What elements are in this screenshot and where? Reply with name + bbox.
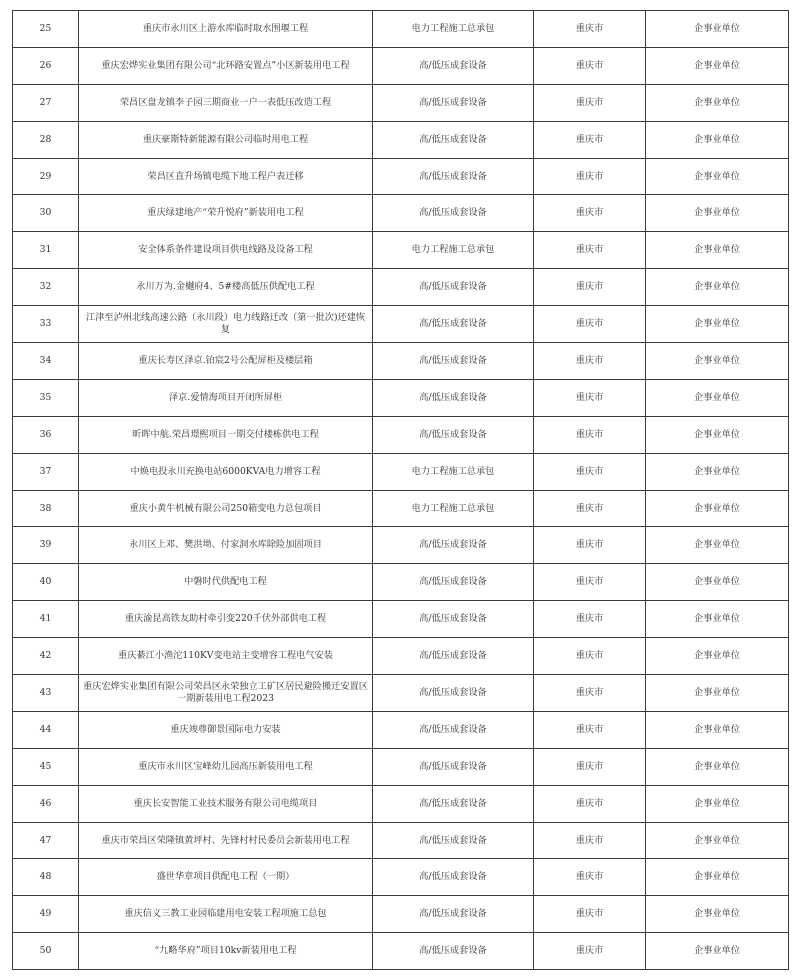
row-number: 37 xyxy=(13,453,79,490)
project-category: 高/低压成套设备 xyxy=(373,859,534,896)
project-region: 重庆市 xyxy=(534,933,646,970)
table-row xyxy=(13,232,789,269)
project-name: 泽京.爱情海项目开闭所屏柜 xyxy=(79,379,373,416)
table-row xyxy=(13,638,789,675)
row-number: 42 xyxy=(13,638,79,675)
project-region: 重庆市 xyxy=(534,47,646,84)
table-row xyxy=(13,453,789,490)
client-unit-type: 企事业单位 xyxy=(646,269,789,306)
project-name: 永川万为.金樾府4、5#楼高低压供配电工程 xyxy=(79,269,373,306)
row-number: 49 xyxy=(13,896,79,933)
table-row xyxy=(13,416,789,453)
project-name: 安全体系条件建设项目供电线路及设备工程 xyxy=(79,232,373,269)
client-unit-type: 企事业单位 xyxy=(646,232,789,269)
table-row xyxy=(13,343,789,380)
table-row xyxy=(13,859,789,896)
table-row xyxy=(13,84,789,121)
table-row xyxy=(13,47,789,84)
project-name: 中磐时代供配电工程 xyxy=(79,564,373,601)
client-unit-type: 企事业单位 xyxy=(646,416,789,453)
project-region: 重庆市 xyxy=(534,859,646,896)
row-number: 32 xyxy=(13,269,79,306)
client-unit-type: 企事业单位 xyxy=(646,527,789,564)
project-region: 重庆市 xyxy=(534,121,646,158)
project-category: 高/低压成套设备 xyxy=(373,527,534,564)
row-number: 39 xyxy=(13,527,79,564)
project-name: 永川区上邓、樊洪坳、付家洞水库除险加固项目 xyxy=(79,527,373,564)
project-category: 电力工程施工总承包 xyxy=(373,490,534,527)
project-category: 高/低压成套设备 xyxy=(373,195,534,232)
client-unit-type: 企事业单位 xyxy=(646,896,789,933)
project-region: 重庆市 xyxy=(534,822,646,859)
project-region: 重庆市 xyxy=(534,379,646,416)
client-unit-type: 企事业单位 xyxy=(646,638,789,675)
project-region: 重庆市 xyxy=(534,343,646,380)
table-row xyxy=(13,158,789,195)
table-row xyxy=(13,933,789,970)
project-region: 重庆市 xyxy=(534,675,646,712)
row-number: 29 xyxy=(13,158,79,195)
row-number: 41 xyxy=(13,601,79,638)
row-number: 28 xyxy=(13,121,79,158)
table-row xyxy=(13,490,789,527)
project-category: 电力工程施工总承包 xyxy=(373,453,534,490)
table-row xyxy=(13,11,789,48)
project-category: 高/低压成套设备 xyxy=(373,748,534,785)
client-unit-type: 企事业单位 xyxy=(646,121,789,158)
project-category: 高/低压成套设备 xyxy=(373,564,534,601)
table-row xyxy=(13,785,789,822)
project-name: 昕晖中航.荣昌璟熙项目一期交付楼栋供电工程 xyxy=(79,416,373,453)
project-name: 重庆市永川区宝峰幼儿园高压新装用电工程 xyxy=(79,748,373,785)
table-row xyxy=(13,601,789,638)
project-region: 重庆市 xyxy=(534,785,646,822)
project-category: 高/低压成套设备 xyxy=(373,675,534,712)
project-category: 电力工程施工总承包 xyxy=(373,232,534,269)
project-category: 高/低压成套设备 xyxy=(373,379,534,416)
project-category: 高/低压成套设备 xyxy=(373,343,534,380)
table-row xyxy=(13,564,789,601)
project-name: 中焕电投永川充换电站6000KVA电力增容工程 xyxy=(79,453,373,490)
project-name: 重庆市永川区上游水库临时取水围堰工程 xyxy=(79,11,373,48)
project-name: 重庆渝昆高铁友助村牵引变220千伏外部供电工程 xyxy=(79,601,373,638)
client-unit-type: 企事业单位 xyxy=(646,822,789,859)
project-region: 重庆市 xyxy=(534,84,646,121)
client-unit-type: 企事业单位 xyxy=(646,11,789,48)
project-category: 高/低压成套设备 xyxy=(373,121,534,158)
table-row xyxy=(13,269,789,306)
project-name: 荣昌区盘龙镇李子园三期商业一户一表低压改造工程 xyxy=(79,84,373,121)
project-region: 重庆市 xyxy=(534,232,646,269)
project-region: 重庆市 xyxy=(534,527,646,564)
project-name: 重庆长寿区泽京.铂宸2号公配屏柜及楼层箱 xyxy=(79,343,373,380)
project-name: 重庆宏烨实业集团有限公司荣昌区永荣独立工矿区居民避险搬迁安置区一期新装用电工程2023 xyxy=(79,675,373,712)
row-number: 45 xyxy=(13,748,79,785)
project-region: 重庆市 xyxy=(534,269,646,306)
project-region: 重庆市 xyxy=(534,564,646,601)
row-number: 44 xyxy=(13,711,79,748)
project-name: 重庆豪斯特新能源有限公司临时用电工程 xyxy=(79,121,373,158)
table-row xyxy=(13,822,789,859)
client-unit-type: 企事业单位 xyxy=(646,306,789,343)
row-number: 43 xyxy=(13,675,79,712)
project-category: 高/低压成套设备 xyxy=(373,47,534,84)
row-number: 47 xyxy=(13,822,79,859)
client-unit-type: 企事业单位 xyxy=(646,379,789,416)
row-number: 33 xyxy=(13,306,79,343)
project-name: 盛世华章项目供配电工程（一期） xyxy=(79,859,373,896)
row-number: 50 xyxy=(13,933,79,970)
project-category: 高/低压成套设备 xyxy=(373,785,534,822)
project-name: 重庆信义三教工业园临建用电安装工程项施工总包 xyxy=(79,896,373,933)
project-category: 高/低压成套设备 xyxy=(373,84,534,121)
table-row xyxy=(13,675,789,712)
project-category: 高/低压成套设备 xyxy=(373,822,534,859)
project-region: 重庆市 xyxy=(534,711,646,748)
project-region: 重庆市 xyxy=(534,601,646,638)
row-number: 34 xyxy=(13,343,79,380)
project-region: 重庆市 xyxy=(534,453,646,490)
project-region: 重庆市 xyxy=(534,490,646,527)
project-category: 高/低压成套设备 xyxy=(373,711,534,748)
project-category: 高/低压成套设备 xyxy=(373,269,534,306)
client-unit-type: 企事业单位 xyxy=(646,859,789,896)
project-name: 荣昌区直升场镇电缆下地工程户表迁移 xyxy=(79,158,373,195)
table-row xyxy=(13,711,789,748)
project-name: 重庆竣尊御景国际电力安装 xyxy=(79,711,373,748)
project-name: “九略华府”项目10kv新装用电工程 xyxy=(79,933,373,970)
row-number: 46 xyxy=(13,785,79,822)
row-number: 36 xyxy=(13,416,79,453)
table-row xyxy=(13,527,789,564)
row-number: 27 xyxy=(13,84,79,121)
client-unit-type: 企事业单位 xyxy=(646,748,789,785)
project-region: 重庆市 xyxy=(534,306,646,343)
row-number: 38 xyxy=(13,490,79,527)
project-category: 高/低压成套设备 xyxy=(373,416,534,453)
project-region: 重庆市 xyxy=(534,748,646,785)
project-region: 重庆市 xyxy=(534,896,646,933)
client-unit-type: 企事业单位 xyxy=(646,785,789,822)
client-unit-type: 企事业单位 xyxy=(646,601,789,638)
project-category: 高/低压成套设备 xyxy=(373,933,534,970)
row-number: 30 xyxy=(13,195,79,232)
project-table-body xyxy=(13,11,789,970)
table-row xyxy=(13,748,789,785)
row-number: 40 xyxy=(13,564,79,601)
row-number: 31 xyxy=(13,232,79,269)
project-table xyxy=(12,10,789,970)
client-unit-type: 企事业单位 xyxy=(646,490,789,527)
client-unit-type: 企事业单位 xyxy=(646,158,789,195)
project-name: 重庆长安智能工业技术服务有限公司电缆项目 xyxy=(79,785,373,822)
project-region: 重庆市 xyxy=(534,195,646,232)
client-unit-type: 企事业单位 xyxy=(646,933,789,970)
project-region: 重庆市 xyxy=(534,416,646,453)
project-name: 江津至泸州北线高速公路（永川段）电力线路迁改（第一批次)还建恢复 xyxy=(79,306,373,343)
project-category: 高/低压成套设备 xyxy=(373,896,534,933)
client-unit-type: 企事业单位 xyxy=(646,711,789,748)
client-unit-type: 企事业单位 xyxy=(646,675,789,712)
project-name: 重庆市荣昌区荣隆镇黄坪村、先锋村村民委员会新装用电工程 xyxy=(79,822,373,859)
table-row xyxy=(13,195,789,232)
client-unit-type: 企事业单位 xyxy=(646,343,789,380)
project-name: 重庆小黄牛机械有限公司250箱变电力总包项目 xyxy=(79,490,373,527)
client-unit-type: 企事业单位 xyxy=(646,47,789,84)
row-number: 25 xyxy=(13,11,79,48)
project-region: 重庆市 xyxy=(534,158,646,195)
project-category: 高/低压成套设备 xyxy=(373,638,534,675)
project-region: 重庆市 xyxy=(534,638,646,675)
table-row xyxy=(13,121,789,158)
table-row xyxy=(13,896,789,933)
project-name: 重庆绿建地产“荣升悦府”新装用电工程 xyxy=(79,195,373,232)
project-category: 高/低压成套设备 xyxy=(373,601,534,638)
row-number: 26 xyxy=(13,47,79,84)
client-unit-type: 企事业单位 xyxy=(646,453,789,490)
client-unit-type: 企事业单位 xyxy=(646,564,789,601)
client-unit-type: 企事业单位 xyxy=(646,84,789,121)
project-category: 高/低压成套设备 xyxy=(373,306,534,343)
table-row xyxy=(13,306,789,343)
project-name: 重庆宏烨实业集团有限公司“北环路安置点”小区新装用电工程 xyxy=(79,47,373,84)
project-category: 电力工程施工总承包 xyxy=(373,11,534,48)
table-row xyxy=(13,379,789,416)
row-number: 35 xyxy=(13,379,79,416)
client-unit-type: 企事业单位 xyxy=(646,195,789,232)
project-region: 重庆市 xyxy=(534,11,646,48)
row-number: 48 xyxy=(13,859,79,896)
project-name: 重庆綦江小渔沱110KV变电站主变增容工程电气安装 xyxy=(79,638,373,675)
project-category: 高/低压成套设备 xyxy=(373,158,534,195)
